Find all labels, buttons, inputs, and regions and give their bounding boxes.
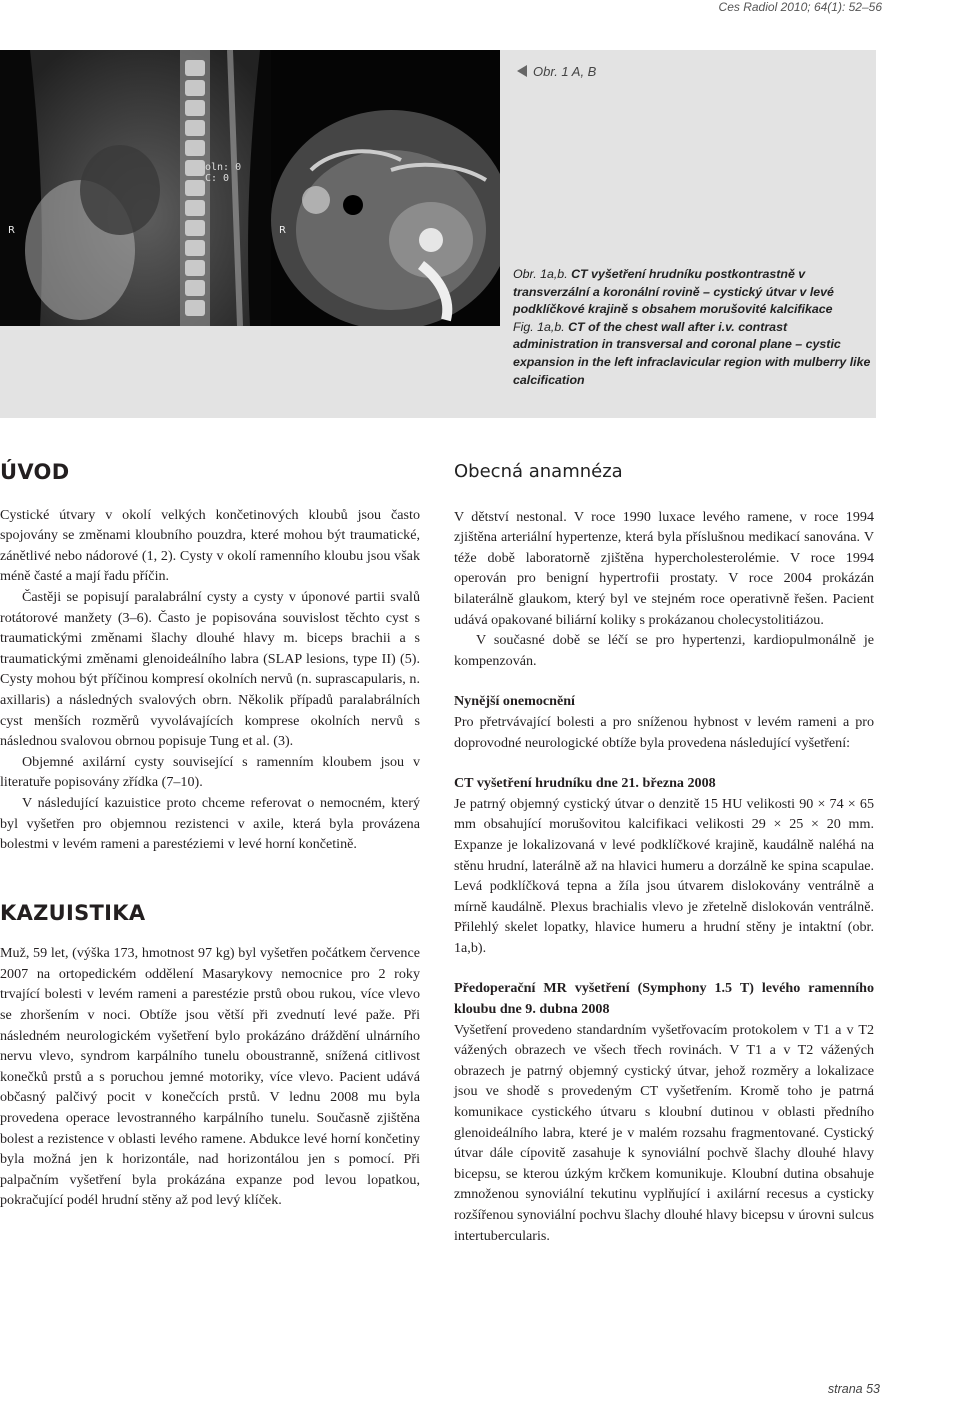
subsection-title-nynejsi: Nynější onemocnění: [454, 693, 575, 710]
paragraph: V dětství nestonal. V roce 1990 luxace levého ramene, v roce 1994 zjištěna arteriální hypertenze, která byla příslušnou medikací sanována. V téže době laboratorně zjištěna hypercholesterolémie. V roce 1994 operován pro benigní hypertrofii prostaty. V roce 2004 prokázán bilaterálně glaukom, který byl ve stejném roce operativně řešen. Pacient udává opakované biliární koliky s prokázanou cholecystolitiázou.: [454, 508, 874, 628]
section-title-anamneza: Obecná anamnéza: [454, 461, 623, 482]
paragraph: Objemné axilární cysty související s ramenním kloubem jsou v literatuře popisovány zřídka (7–10).: [0, 753, 420, 791]
section-title-kazuistika: KAZUISTIKA: [0, 900, 146, 925]
ct-overlay-text: oln: 0 C: 0: [205, 162, 242, 184]
page-number: strana 53: [827, 1382, 880, 1396]
right-column: [454, 462, 874, 1246]
figure-tag: Obr. 1 A, B: [517, 64, 596, 79]
ct-marker-r: R: [8, 225, 15, 236]
subsection-title-mr: Předoperační MR vyšetření (Symphony 1.5 T) levého ramenního kloubu dne 9. dubna 2008: [454, 980, 874, 1018]
paragraph: Cystické útvary v okolí velkých končetinových kloubů jsou často spojovány se změnami kloubního pouzdra, které mohou být traumatické, zánětlivé nebo nádorové (1, 2). Cysty v okolí ramenního kloubu jsou však méně časté a mají řadu příčin.: [0, 506, 420, 585]
triangle-left-icon: [517, 65, 527, 77]
paragraph: Muž, 59 let, (výška 173, hmotnost 97 kg) byl vyšetřen počátkem července 2007 na ortopedickém oddělení Masarykovy nemocnice pro 2 roky trvající bolesti v levém rameni a parestézie prstů obou rukou, více vlevo se zhoršením v noci. Obtíže jsou větší při zvednutí levé paže. Při následném neurologickém vyšetření bylo prokázáno dráždění ulnárního nervu vlevo, syndrom karpálního tunelu oboustranně, snížená citlivost konečků prstů a s poruchou jemné motoriky, více vlevo. Pacient udává občasný palčivý pocit v konečcích prstů. V lednu 2008 mu byla provedena operace levostranného karpálního tunelu. Současně zjištěna bolest a rezistence v oblasti levého ramene. Abdukce levé horní končetiny byla možná jen k horizontále, nad horizontálou jen s pomocí. Při palpačním vyšetření byla prokázána expanze pod levou lopatkou, pokračující podél hrudní stěny až pod levý klíček.: [0, 945, 420, 1209]
ct-marker-r-right: R: [279, 225, 286, 236]
ct-transversal-image: [271, 50, 500, 326]
paragraph: Pro přetrvávající bolesti a pro sníženou hybnost v levém rameni a pro doprovodné neurologické obtíže byla provedena následující vyšetření:: [454, 713, 874, 751]
section-title-uvod: ÚVOD: [0, 460, 70, 484]
paragraph: V současné době se léčí se pro hypertenzi, kardiopulmonálně je kompenzován.: [454, 632, 874, 669]
figure-caption: Obr. 1a,b. CT vyšetření hrudníku postkontrastně v transverzální a koronální rovině – cystický útvar v levé podklíčkové krajině s obsahem morušovité kalcifikace Fig. 1a,b. CT of the chest wall after i.v. contrast administration in transversal and coronal plane – cystic expansion in the left infraclavicular region with mulberry like calcification: [513, 267, 871, 387]
running-head: Ces Radiol 2010; 64(1): 52–56: [718, 0, 882, 14]
subsection-title-ct: CT vyšetření hrudníku dne 21. března 2008: [454, 775, 716, 792]
paragraph: V následující kazuistice proto chceme referovat o nemocném, který byl vyšetřen pro objemnou rezistenci v axile, která byla provázena bolestmi v levém rameni a parestéziemi v levé horní končetině.: [0, 794, 420, 853]
ct-coronal-image: [0, 50, 271, 326]
paragraph: Je patrný objemný cystický útvar o denzitě 15 HU velikosti 90 × 74 × 65 mm obsahující morušovitou kalcifikaci velikosti 29 × 25 × 20 mm. Expanze je lokalizovaná v levé podklíčkové krajině, kaudálně naléhá na stěnu hrudní, laterálně až na hlavici humeru a dorzálně ke spina scapulae. Levá podklíčková tepna a žíla jsou útvarem dislokovány ventrálně a mírně kaudálně. Plexus brachialis vlevo je zřetelně dislokován ventrálně. Přilehlý skelet lopatky, hlavice humeru a hrudní stěny je intaktní (obr. 1a,b).: [454, 795, 874, 956]
paragraph: Častěji se popisují paralabrální cysty a cysty v úponové partii svalů rotátorové manžety (3–6). Často je popisována souvislost těchto cyst s traumatickými změnami šlachy dlouhé hlavy m. biceps brachii a s traumatickými změnami glenoideálního labra (SLAP lesions, type II) (5). Cysty mohou být příčinou kompresí okolních nervů (n. suprascapularis, n. axillaris) a následných svalových obrn. Několik případů paralabrálních cyst menších rozměrů vyvolávajících komprese okolních nervů s následnou svalovou obrnou popisuje Tung et al. (3).: [0, 588, 420, 750]
left-column: [0, 462, 420, 1211]
paragraph: Vyšetření provedeno standardním vyšetřovacím protokolem v T1 a v T2 vážených obrazech ve všech třech rovinách. V T1 a v T2 vážených obrazech je patrný objemný cystický útvar, jehož rozměry a lokalizace jsou ve shodě s provedeným CT vyšetřením. Kromě toho je patrná komunikace cystického útvaru s kloubní dutinou v oblasti předního glenoideálního labra, které je v malém rozsahu fragmentované. Cystický útvar dále cípovitě zasahuje k synoviální pochvě šlachy dlouhé hlavy bicepsu, se kterou úzkým krčkem komunikuje. Kloubní dutina obsahuje zmnoženou synoviální tekutinu vyplňující i axilární recesus a cysticky rozšířenou synoviální pochvu šlachy dlouhé hlavy bicepsu v úrovni sulcus intertubercularis.: [454, 1021, 874, 1244]
